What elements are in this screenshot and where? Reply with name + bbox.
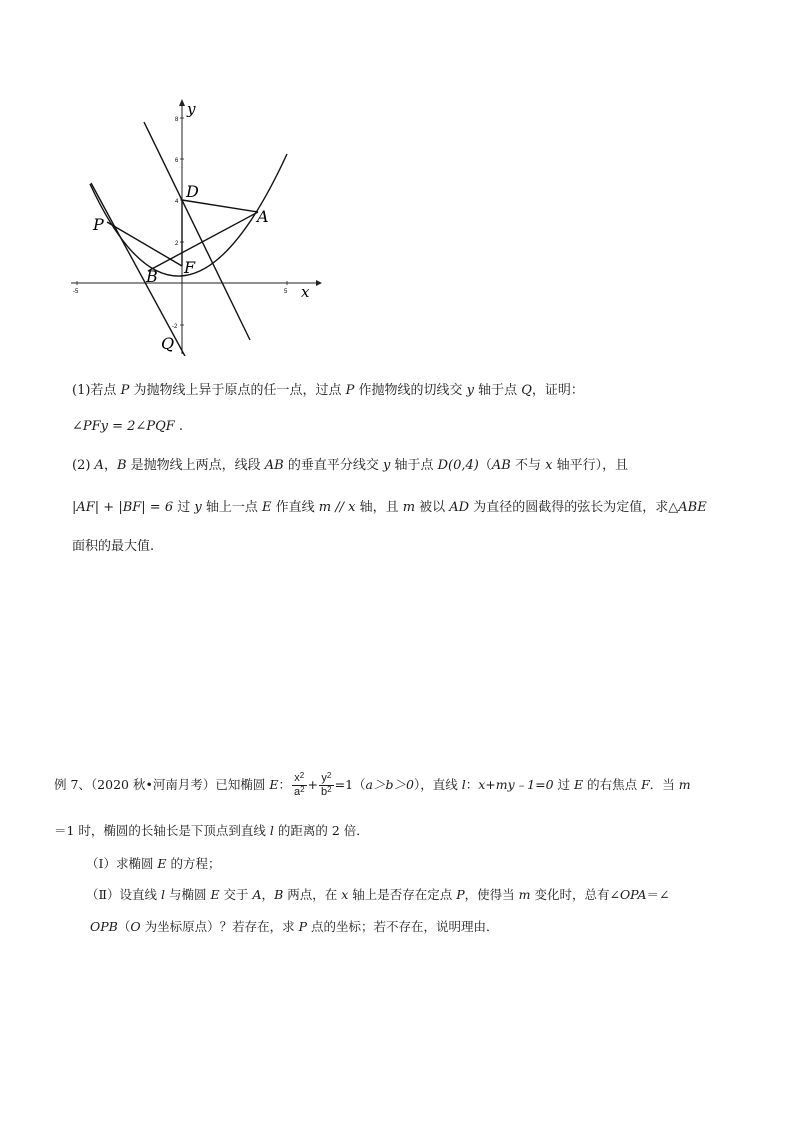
q2-text-h: 变化时，总有∠: [530, 887, 620, 902]
part1-formula: ∠PFy = 2∠PQF .: [72, 419, 184, 434]
label-x-axis: x: [301, 283, 310, 301]
part2-y: y: [383, 458, 391, 473]
part2-line2-b: 轴上一点: [201, 500, 262, 515]
example7-line2-text: ＝1 时，椭圆的长轴长是下顶点到直线: [54, 823, 270, 838]
tick-xneg5: -5: [73, 289, 79, 295]
q3-P: P: [298, 919, 307, 934]
example7-line2-b: 的距离的 2 倍．: [273, 823, 369, 838]
parabola-diagram: [66, 96, 328, 356]
part2-line2-AD: AD: [449, 500, 470, 515]
tick-y6: 6: [175, 158, 179, 164]
part2-AB: AB: [264, 458, 284, 473]
q3-text-c: 点的坐标；若不存在，说明理由．: [307, 919, 499, 934]
part1-text-a: 为抛物线上异于原点的任一点，过点: [129, 383, 346, 398]
part1-text-d: ，证明：: [531, 383, 584, 398]
label-point-A: A: [257, 207, 269, 226]
part1-lead: (1)若点: [72, 383, 121, 398]
part2-text-f: 轴平行），且: [552, 458, 629, 473]
part1-P: P: [120, 383, 130, 398]
example7-head: 例 7、（2020 秋•河南月考）已知椭圆: [54, 777, 270, 792]
part2-line2-f: 为直径的圆截得的弦长为定值，求△: [469, 500, 679, 515]
q2-A: A: [252, 887, 262, 902]
parabola-figure: [66, 96, 328, 356]
segment-BA: [148, 212, 258, 271]
part2-line3: 面积的最大值.: [72, 539, 155, 554]
q2-text-f: 轴上是否存在定点: [348, 887, 457, 902]
part2-lead: (2): [72, 458, 95, 473]
q2-l: l: [160, 887, 165, 902]
segment-DA: [182, 200, 258, 212]
example7-lineeq: x+my﹣1=0: [478, 777, 554, 792]
part2-B: B: [116, 458, 127, 473]
bisector-line: [144, 122, 250, 340]
q2-text-i: ＝∠: [646, 887, 670, 902]
part1-Q: Q: [521, 383, 532, 398]
part2-abs-formula: |AF| + |BF| = 6: [72, 500, 174, 515]
part2-line2-d: 轴，且: [355, 500, 403, 515]
part2-line2-E: E: [261, 500, 272, 515]
q2-OPA: OPA: [619, 887, 647, 902]
q2-P: P: [456, 887, 465, 902]
example7-eq: =1（: [334, 777, 366, 792]
part2-text-a: 是抛物线上两点，线段: [126, 458, 265, 473]
q1-text-b: 的方程；: [166, 856, 221, 871]
example7-question2-cont: [90, 918, 498, 936]
q3-OPB: OPB: [90, 919, 118, 934]
part1-line1: [72, 382, 584, 400]
tangent-line: [91, 183, 186, 356]
part2-text-c: 轴于点: [390, 458, 438, 473]
example7-l: l: [461, 777, 466, 792]
label-point-D: D: [186, 182, 199, 201]
example7-E: E: [269, 777, 279, 792]
part2-line2-a: 过: [173, 500, 195, 515]
part2-line2-y: y: [194, 500, 202, 515]
part2-text-e: 不与: [510, 458, 546, 473]
part2-line2-m: m // x: [318, 500, 356, 515]
q2-text-c: 交于: [219, 887, 253, 902]
part2-AB2: AB: [491, 458, 511, 473]
example7-after2: 过: [553, 777, 574, 792]
tick-yneg2: -2: [172, 324, 178, 330]
part2-line1: [72, 457, 628, 475]
example7-line2: [54, 822, 369, 840]
part2-sep: ，: [103, 458, 117, 473]
label-point-B: B: [146, 267, 158, 286]
example7-m: m: [678, 777, 691, 792]
q2-text-e: 两点，在: [283, 887, 342, 902]
part2-line2: [72, 499, 707, 517]
example7-question1: [86, 855, 221, 873]
q1-text: （Ⅰ）求椭圆: [86, 856, 158, 871]
q2-B: B: [274, 887, 284, 902]
example7-E2: E: [573, 777, 584, 792]
label-y-axis: y: [187, 100, 196, 118]
q2-x: x: [341, 887, 349, 902]
q2-E: E: [210, 887, 220, 902]
example7-colon: ：: [278, 777, 291, 792]
tick-x5: 5: [284, 289, 288, 295]
tick-y2: 2: [175, 241, 179, 247]
part1-text-b: 作抛物线的切线交: [354, 383, 467, 398]
part2-x: x: [545, 458, 553, 473]
part1-text-c: 轴于点: [473, 383, 522, 398]
q3-text-b: 为坐标原点）？若存在，求: [140, 919, 299, 934]
example7-F: F: [641, 777, 650, 792]
example7-line2-l: l: [269, 823, 274, 838]
example7-line1: [54, 770, 691, 800]
part2-D: D(0,4): [437, 458, 479, 473]
tick-y4: 4: [175, 199, 179, 205]
y-axis-arrow: [179, 99, 185, 106]
label-point-P: P: [93, 215, 104, 234]
example7-after4: ．当: [649, 777, 679, 792]
tick-y8: 8: [175, 117, 179, 123]
part2-line2-c: 作直线: [271, 500, 319, 515]
example7-plus: +: [307, 777, 319, 792]
x-axis-arrow: [316, 280, 322, 286]
q3-text-a: （: [117, 919, 131, 934]
q2-text-g: ，使得当: [464, 887, 519, 902]
part2-line2-e: 被以: [415, 500, 450, 515]
q2-text-d: ，: [261, 887, 275, 902]
q2-text-b: 与椭圆: [164, 887, 211, 902]
example7-cond: a＞b＞0: [365, 777, 414, 792]
label-point-F: F: [184, 258, 196, 277]
q1-E: E: [157, 856, 167, 871]
part2-text-d: （: [478, 458, 492, 473]
q3-O: O: [130, 919, 141, 934]
part1-P2: P: [345, 383, 355, 398]
part2-A: A: [94, 458, 104, 473]
fraction-y2-b2: $\frac{y^2}{b^2}$: [321, 771, 332, 798]
fraction-x2-a2: $\frac{x^2}{a^2}$: [293, 771, 305, 798]
part2-text-b: 的垂直平分线交: [283, 458, 383, 473]
part1-y: y: [466, 383, 474, 398]
part2-line2-ABE: ABE: [678, 500, 707, 515]
example7-question2: [86, 886, 669, 904]
example7-lineeq-colon: ：: [465, 777, 479, 792]
label-point-Q: Q: [161, 334, 175, 353]
example7-after3: 的右焦点: [583, 777, 642, 792]
example7-after: ），直线: [413, 777, 462, 792]
part2-line2-m2: m: [402, 500, 416, 515]
q2-text: （Ⅱ）设直线: [86, 887, 161, 902]
q2-m: m: [518, 887, 531, 902]
